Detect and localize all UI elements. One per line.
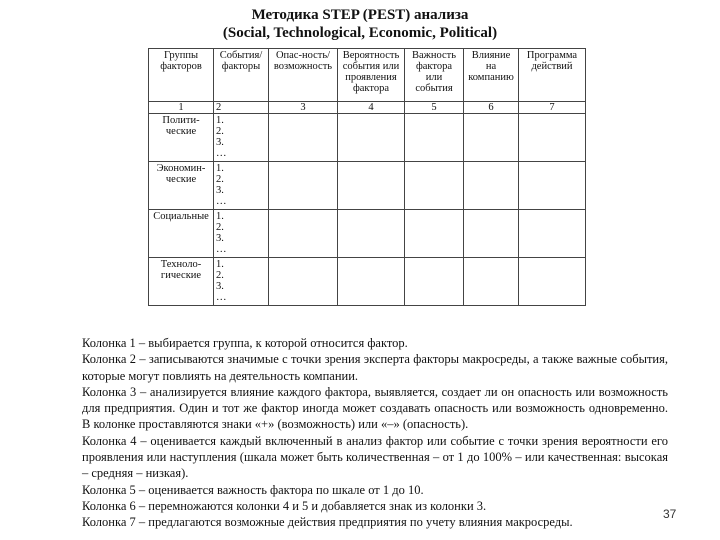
title-line-1: Методика STEP (PEST) анализа <box>251 7 469 23</box>
item: 1. <box>216 163 224 174</box>
empty-cell <box>269 210 338 258</box>
item: 2. <box>216 270 224 281</box>
empty-cell <box>519 258 586 306</box>
empty-cell <box>464 258 519 306</box>
item: 1. <box>216 115 224 126</box>
header-impact: Влияние на компанию <box>464 49 519 102</box>
note-column-1: Колонка 1 – выбирается группа, к которой относится фактор. <box>82 336 408 350</box>
empty-cell <box>464 210 519 258</box>
empty-cell <box>269 258 338 306</box>
item: … <box>216 196 227 207</box>
item: … <box>216 244 227 255</box>
group-name: Техноло-гические <box>149 258 214 306</box>
empty-cell <box>519 162 586 210</box>
col-number: 5 <box>405 102 464 114</box>
group-row-technological <box>149 258 586 306</box>
col-number: 3 <box>269 102 338 114</box>
empty-cell <box>519 114 586 162</box>
number-row <box>149 102 586 114</box>
empty-cell <box>338 210 405 258</box>
pest-table <box>148 48 586 306</box>
header-threat: Опас-ность/ возможность <box>269 49 338 102</box>
empty-cell <box>269 114 338 162</box>
group-row-social <box>149 210 586 258</box>
group-items <box>214 210 269 258</box>
header-program: Программа действий <box>519 49 586 102</box>
empty-cell <box>338 258 405 306</box>
group-name: Полити-ческие <box>149 114 214 162</box>
note-column-4: Колонка 4 – оценивается каждый включенный в анализ фактор или событие с точки зрения вероятности его проявления или наступления (шкала может быть количественная – от 1 до 100% – или качественная: высокая – средняя – низкая). <box>82 433 668 481</box>
item: 2. <box>216 222 224 233</box>
header-events: События/ факторы <box>214 49 269 102</box>
note-column-2: Колонка 2 – записываются значимые с точки зрения эксперта факторы макросреды, а также важные события, которые могут повлиять на деятельность компании. <box>82 352 668 383</box>
note-column-5: Колонка 5 – оценивается важность фактора по шкале от 1 до 10. <box>82 482 424 497</box>
column-notes <box>82 335 668 531</box>
empty-cell <box>338 162 405 210</box>
group-items <box>214 258 269 306</box>
header-probability: Вероятность события или проявления фактора <box>338 49 405 102</box>
note-column-7: Колонка 7 – предлагаются возможные действия предприятия по учету влияния макросреды. <box>82 515 573 530</box>
group-items <box>214 114 269 162</box>
group-name: Экономин-ческие <box>149 162 214 210</box>
item: 3. <box>216 281 224 292</box>
empty-cell <box>405 162 464 210</box>
item: 2. <box>216 174 224 185</box>
title-line-2: (Social, Technological, Economic, Political) <box>222 25 498 41</box>
item: … <box>216 292 227 303</box>
col-number: 4 <box>338 102 405 114</box>
empty-cell <box>464 162 519 210</box>
empty-cell <box>405 114 464 162</box>
item: 2. <box>216 126 224 137</box>
slide-title <box>0 6 720 42</box>
item: … <box>216 148 227 159</box>
empty-cell <box>519 210 586 258</box>
col-number: 1 <box>149 102 214 114</box>
col-number: 2 <box>214 102 269 114</box>
group-name: Социальные <box>149 210 214 258</box>
page-number: 37 <box>663 507 677 521</box>
col-number: 6 <box>464 102 519 114</box>
col-number: 7 <box>519 102 586 114</box>
group-row-economic <box>149 162 586 210</box>
item: 3. <box>216 233 224 244</box>
empty-cell <box>405 258 464 306</box>
item: 3. <box>216 137 224 148</box>
header-groups: Группы факторов <box>149 49 214 102</box>
header-row <box>149 49 586 102</box>
note-column-3: Колонка 3 – анализируется влияние каждого фактора, выявляется, создает ли он опасность или возможность для предприятия. Один и тот же фактор иногда может создавать опасность или возможность одновременно. В колонке проставляются знаки «+» (возможность) или «–» (опасность). <box>82 384 668 432</box>
header-importance: Важность фактора или события <box>405 49 464 102</box>
empty-cell <box>269 162 338 210</box>
empty-cell <box>464 114 519 162</box>
empty-cell <box>338 114 405 162</box>
note-column-6: Колонка 6 – перемножаются колонки 4 и 5 и добавляется знак из колонки 3. <box>82 498 487 513</box>
group-row-political <box>149 114 586 162</box>
item: 1. <box>216 211 224 222</box>
item: 1. <box>216 259 224 270</box>
empty-cell <box>405 210 464 258</box>
item: 3. <box>216 185 224 196</box>
group-items <box>214 162 269 210</box>
